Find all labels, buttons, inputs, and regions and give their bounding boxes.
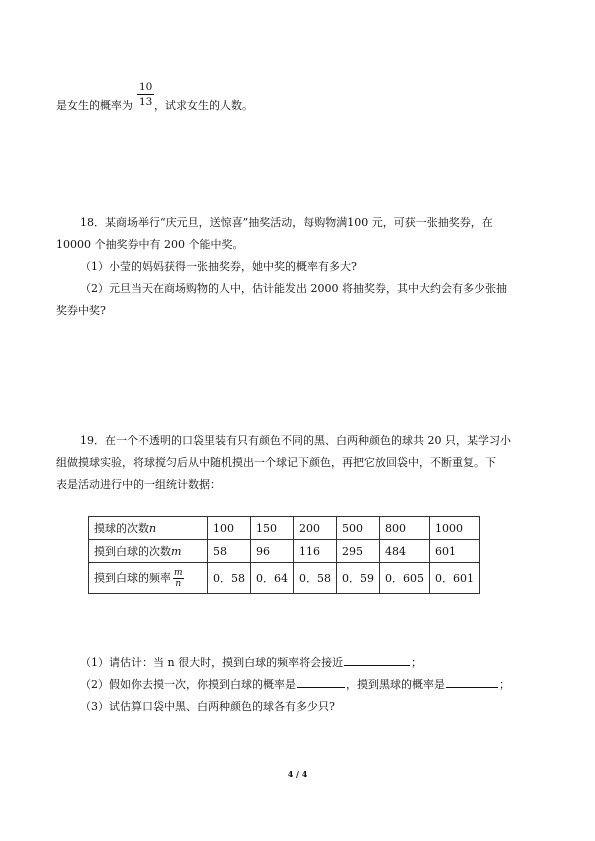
statistics-table: [88, 516, 480, 594]
q19-sub-3: （3）试估算口袋中黑、白两种颜色的球各有多少只?: [80, 700, 335, 713]
table-cell: 200: [294, 517, 337, 540]
q18-sub-1: （1）小莹的妈妈获得一张抽奖券，她中奖的概率有多大?: [80, 260, 357, 273]
table-cell: 0．59: [337, 563, 380, 594]
question-19: [56, 430, 536, 496]
table-cell: 1000: [430, 517, 480, 540]
table-cell: 0．605: [380, 563, 430, 594]
row-header-white-count: 摸到白球的次数m: [89, 540, 208, 563]
q19-line-2: 组做摸球实验，将球搅匀后从中随机摸出一个球记下颜色，再把它放回袋中，不断重复。下: [56, 456, 496, 469]
table-cell: 295: [337, 540, 380, 563]
q18-sub-2-line-2: 奖券中奖?: [56, 304, 106, 317]
table-cell: 0．58: [294, 563, 337, 594]
q18-sub-2-line-1: （2）元旦当天在商场购物的人中，估计能发出 2000 将抽奖券，其中大约会有多少张抽: [80, 282, 507, 295]
table-cell: 0．58: [208, 563, 251, 594]
q19-line-1: 19．在一个不透明的口袋里装有只有颜色不同的黑、白两种颜色的球共 20 只，某学习小: [80, 434, 511, 447]
table-cell: 96: [251, 540, 294, 563]
table-cell: 0．64: [251, 563, 294, 594]
question-18: [56, 212, 536, 322]
q19-sub-2: （2）假如你去摸一次，你摸到白球的概率是 ，摸到黑球的概率是 ；: [56, 674, 536, 696]
table-cell: 100: [208, 517, 251, 540]
table-cell: 601: [430, 540, 480, 563]
table-row: [89, 540, 480, 563]
q17-before: 是女生的概率为: [56, 99, 133, 112]
fraction-denominator: 13: [139, 96, 153, 108]
row-header-draws: 摸球的次数n: [89, 517, 208, 540]
q18-line-2: 10000 个抽奖券中有 200 个能中奖。: [56, 238, 244, 251]
table-row: [89, 517, 480, 540]
table-cell: 116: [294, 540, 337, 563]
m-over-n-fraction: $\frac{m}{n}$: [174, 567, 183, 589]
answer-blank: [344, 653, 410, 666]
table-row: [89, 563, 480, 594]
table-cell: 0．601: [430, 563, 480, 594]
answer-blank: [297, 675, 345, 688]
answer-blank: [446, 675, 498, 688]
q19-sub-1: （1）请估计：当 n 很大时，摸到白球的频率将会接近 ；: [56, 652, 536, 674]
row-header-white-frequency: 摸到白球的频率 $\frac{m}{n}$: [89, 563, 208, 594]
table-cell: 58: [208, 540, 251, 563]
q17-tail-text: [56, 100, 253, 111]
table-cell: 500: [337, 517, 380, 540]
page-number: 4 / 4: [287, 769, 308, 779]
table-cell: 150: [251, 517, 294, 540]
q17-after: ，试求女生的人数。: [154, 99, 253, 112]
fraction-numerator: 10: [139, 81, 153, 93]
table-cell: 484: [380, 540, 430, 563]
q19-line-3: 表是活动进行中的一组统计数据：: [56, 478, 221, 491]
table-cell: 800: [380, 517, 430, 540]
q18-line-1: 18．某商场举行“庆元旦，送惊喜”抽奖活动，每购物满100 元，可获一张抽奖券，在: [80, 216, 493, 229]
question-19-subquestions: [56, 652, 536, 718]
